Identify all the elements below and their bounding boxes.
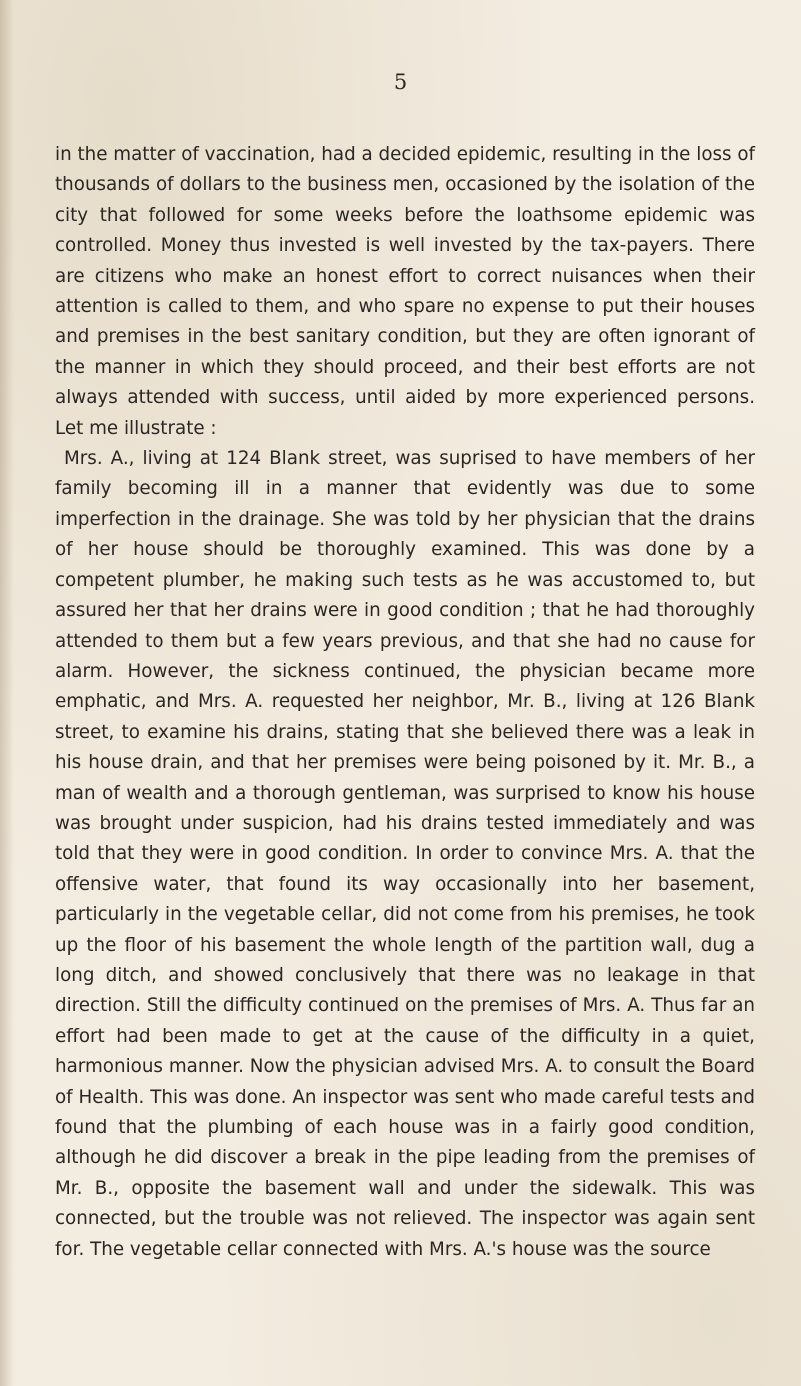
paragraph-1: in the matter of vaccination, had a decided epidemic, resulting in the loss of thousands of dollars to the business men, occasioned by the isolation of the city that followed for some weeks before the loathsome epidemic was controlled. Money thus invested is well invested by the tax-payers. There are citizens who make an honest effort to correct nuisances when their attention is called to them, and who spare no expense to put their houses and premises in the best sanitary condition, but they are often ignorant of the manner in which they should proceed, and their best efforts are not always attended with success, until aided by more experienced persons. Let me illustrate : [55,144,755,439]
paragraph-2: Mrs. A., living at 124 Blank street, was suprised to have members of her family becoming ill in a manner that evidently was due to some imperfection in the drainage. She was told by her physician that the drains of her house should be thoroughly examined. This was done by a competent plumber, he making such tests as he was accustomed to, but assured her that her drains were in good condition ; that he had thoroughly attended to them but a few years previous, and that she had no cause for alarm. However, the sickness continued, the physician became more emphatic, and Mrs. A. requested her neighbor, Mr. B., living at 126 Blank street, to examine his drains, stating that she believed there was a leak in his house drain, and that her premises were being poisoned by it. Mr. B., a man of wealth and a thorough gentleman, was surprised to know his house was brought under suspicion, had his drains tested immediately and was told that they were in good condition. In order to convince Mrs. A. that the offensive water, that found its way occasionally into her basement, particularly in the vegetable cellar, did not come from his premises, he took up the floor of his basement the whole length of the partition wall, dug a long ditch, and showed conclusively that there was no leakage in that direction. Still the difficulty continued on the premises of Mrs. A. Thus far an effort had been made to get at the cause of the difficulty in a quiet, harmonious manner. Now the physician advised Mrs. A. to consult the Board of Health. This was done. An inspector was sent who made careful tests and found that the plumbing of each house was in a fairly good condition, although he did discover a break in the pipe leading from the premises of Mr. B., opposite the basement wall and under the sidewalk. This was connected, but the trouble was not relieved. The inspector was again sent for. The vegetable cellar connected with Mrs. A.'s house was the source [55,448,755,1260]
body-text [55,140,755,1265]
binding-shadow [0,0,14,1386]
page-number: 5 [393,70,408,94]
